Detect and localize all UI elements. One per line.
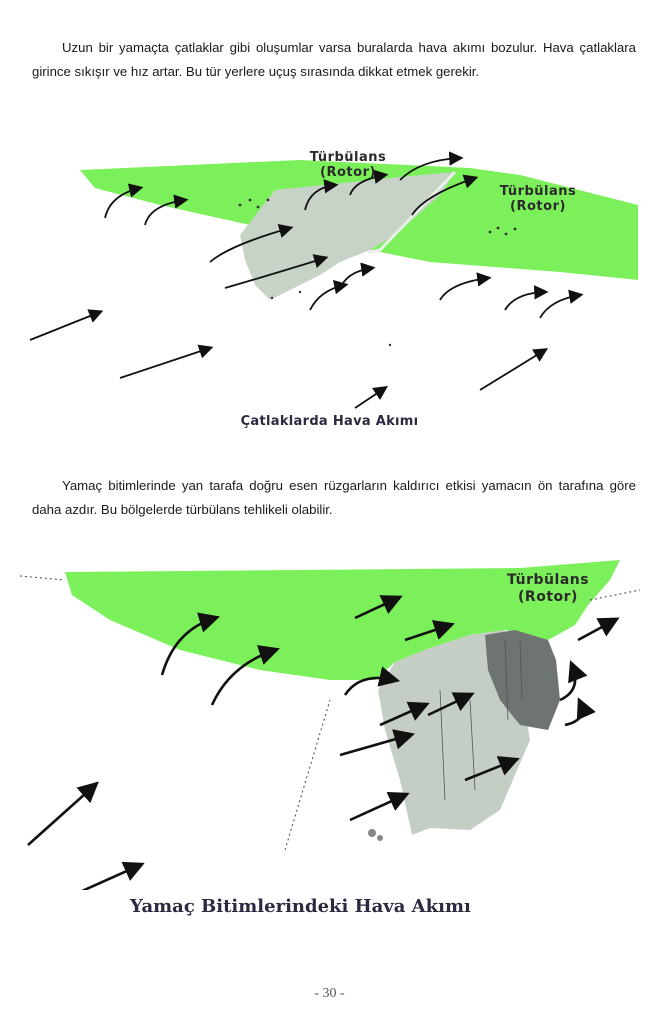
figure2-caption: Yamaç Bitimlerindeki Hava Akımı — [130, 896, 471, 917]
airflow-arrow — [560, 665, 575, 700]
airflow-arrow — [540, 295, 580, 318]
turbulence-rotor-label-left: Türbülans (Rotor) — [309, 150, 387, 180]
figure1-caption: Çatlaklarda Hava Akımı — [240, 414, 419, 429]
turbulence-rotor-label-right: Türbülans (Rotor) — [499, 184, 577, 214]
figure-slope-end-airflow — [0, 560, 659, 890]
airflow-arrow — [340, 268, 372, 290]
paragraph-crevices: Uzun bir yamaçta çatlaklar gibi oluşumlar varsa buralarda hava akımı bozulur. Hava çatlaklara girince sıkışır ve hız artar. Bu tür yerlere uçuş sırasında dikkat etmek gerekir. — [32, 40, 636, 79]
page-number: - 30 - — [314, 986, 345, 1001]
airflow-arrow — [480, 350, 545, 390]
airflow-arrow — [30, 312, 100, 340]
airflow-arrow — [578, 620, 615, 640]
figure-crevice-airflow — [0, 140, 659, 410]
airflow-arrow — [440, 278, 488, 300]
airflow-arrow — [355, 388, 385, 408]
airflow-arrow — [22, 865, 140, 890]
airflow-arrow — [28, 785, 95, 845]
turbulence-rotor-label: Türbülans (Rotor) — [506, 572, 590, 605]
airflow-arrow — [565, 702, 582, 725]
airflow-arrow — [120, 348, 210, 378]
airflow-arrow — [350, 795, 405, 820]
paragraph-slope-ends: Yamaç bitimlerinde yan tarafa doğru esen rüzgarların kaldırıcı etkisi yamacın ön tarafına göre daha azdır. Bu bölgelerde türbülans tehlikeli olabilir. — [32, 478, 636, 517]
airflow-arrow — [505, 292, 545, 310]
